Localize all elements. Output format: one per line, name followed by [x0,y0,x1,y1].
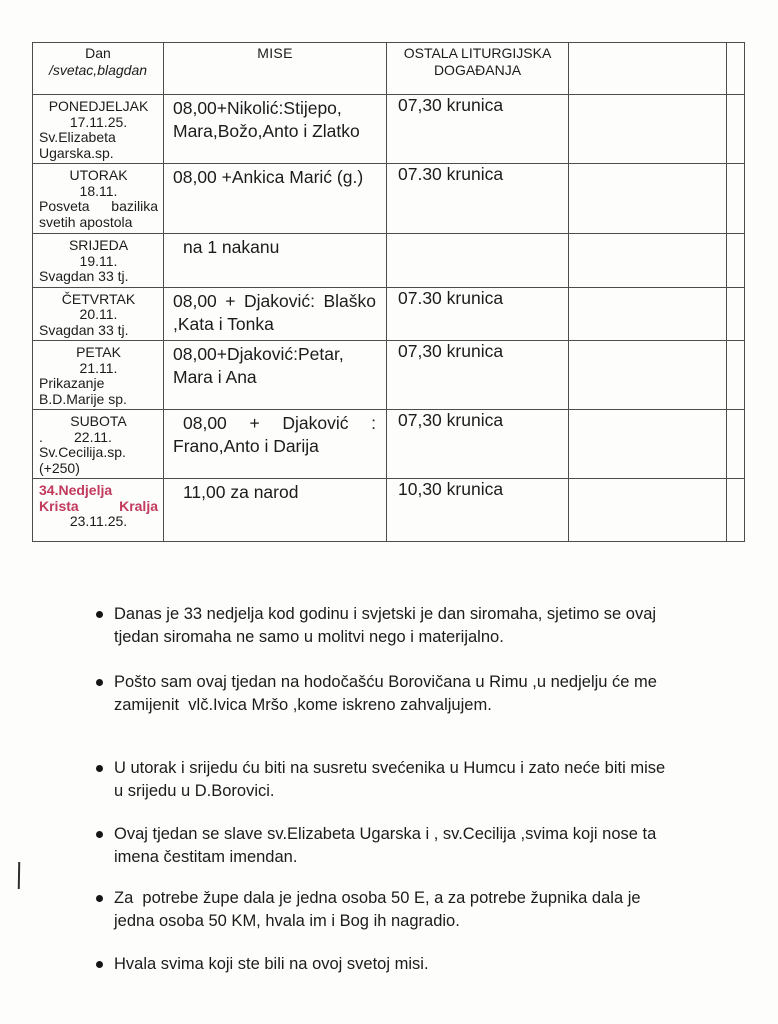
announcement-line: imena čestitam imendan. [114,848,298,866]
announcement-line: u srijedu u D.Borovici. [114,782,275,800]
empty-cell [727,234,745,288]
day-feast: Ugarska.sp. [39,144,114,161]
other-events-cell: 07,30 krunica [387,410,569,479]
announcement-line: zamijenit vlč.Ivica Mršo ,kome iskreno zahvaljujem. [114,696,492,714]
mise-cell [164,287,387,341]
day-date: . 22.11. [39,428,112,445]
mise-cell [164,234,387,288]
header-mise-column: MISE [164,43,387,95]
day-name: SRIJEDA [68,237,129,253]
day-cell [33,410,164,479]
scan-artifact-mark [18,862,20,889]
other-events-cell: 07,30 krunica [387,95,569,164]
day-name: ČETVRTAK [61,290,136,307]
header-day-line1: Dan [85,45,111,61]
day-date: 20.11. [79,306,118,322]
empty-cell [569,234,727,288]
other-events-cell: 07,30 krunica [387,341,569,410]
empty-cell [569,410,727,479]
table-row [33,287,745,341]
day-feast: Prikazanje [39,375,105,391]
empty-cell [727,164,745,234]
mise-line: na 1 nakanu [183,237,280,257]
mise-cell [164,341,387,410]
day-name: SUBOTA [70,413,127,429]
day-cell [33,341,164,410]
announcement-item [88,953,774,976]
table-row [33,341,745,410]
announcement-item [88,603,774,649]
day-name: PONEDJELJAK [48,98,149,114]
day-cell [33,164,164,234]
other-events-cell: 07.30 krunica [387,164,569,234]
announcement-item [88,757,774,803]
day-feast: Posveta bazilika [39,198,158,214]
day-date: 17.11.25. [69,113,128,130]
day-name: UTORAK [69,167,128,183]
day-cell [33,479,164,542]
day-date: 19.11. [79,252,118,269]
day-cell [33,95,164,164]
mise-line: Mara,Božo,Anto i Zlatko [173,121,360,141]
table-header-row [33,43,745,95]
empty-cell [569,479,727,542]
table-row [33,164,745,234]
day-feast: Svagdan 33 tj. [39,321,129,338]
day-feast: Svagdan 33 tj. [39,268,129,284]
day-cell [33,287,164,341]
header-day-column [33,43,164,95]
empty-cell [727,341,745,410]
announcement-item [88,671,774,717]
announcement-line: Pošto sam ovaj tjedan na hodočašću Borovičana u Rimu ,u nedjelju će me [114,673,657,691]
announcement-line: Ovaj tjedan se slave sv.Elizabeta Ugarska i , sv.Cecilija ,svima koji nose ta [114,825,657,843]
table-row [33,234,745,288]
announcement-line: Hvala svima koji ste bili na ovoj svetoj misi. [114,955,429,973]
mise-line: 08,00 + Djaković: Blaško [173,290,376,311]
day-feast: Sv.Cecilija.sp. [39,444,126,460]
mise-cell [164,95,387,164]
announcement-line: tjedan siromaha ne samo u molitvi nego i materijalno. [114,628,504,646]
announcement-line: Za potrebe župe dala je jedna osoba 50 E, a za potrebe župnika dala je [114,889,641,907]
table-row-sunday [33,479,745,542]
mise-cell [164,479,387,542]
sunday-title: 34.Nedjelja [39,482,113,498]
empty-cell [727,410,745,479]
table-row [33,95,745,164]
header-day-line2: /svetac,blagdan [48,62,148,78]
announcement-item [88,823,774,869]
mise-line: ,Kata i Tonka [173,313,274,334]
day-cell [33,234,164,288]
day-feast: B.D.Marije sp. [39,390,127,407]
empty-cell [569,341,727,410]
announcement-line: Danas je 33 nedjelja kod godinu i svjetski je dan siromaha, sjetimo se ovaj [114,605,657,623]
mise-line: 08,00 + Djaković : [183,413,376,433]
table-row [33,410,745,479]
day-date: 21.11. [79,359,118,376]
day-date: 18.11. [79,182,118,199]
mise-line: Frano,Anto i Darija [173,436,319,456]
empty-cell [727,287,745,341]
mise-line: 08,00+Nikolić:Stijepo, [173,98,342,118]
header-other-column: OSTALA LITURGIJSKA DOGAĐANJA [387,43,569,95]
announcement-item [88,887,774,933]
announcement-line: jedna osoba 50 KM, hvala im i Bog ih nagradio. [114,912,460,930]
other-events-cell: 07.30 krunica [387,287,569,341]
day-feast: Sv.Elizabeta [39,129,116,145]
other-events-cell: 10,30 krunica [387,479,569,542]
day-feast: (+250) [39,459,80,476]
mise-cell [164,164,387,234]
announcement-line: U utorak i srijedu ću biti na susretu svećenika u Humcu i zato neće biti mise [114,759,666,777]
empty-cell [727,95,745,164]
empty-cell [727,479,745,542]
other-events-cell [387,234,569,288]
empty-cell [569,164,727,234]
mise-line: 11,00 za narod [183,482,299,502]
empty-cell [569,95,727,164]
announcements-list [88,603,774,976]
mise-line: 08,00+Djaković:Petar, [173,344,344,364]
day-date: 23.11.25. [69,513,128,529]
header-empty-narrow-column [727,43,745,95]
day-feast: svetih apostola [39,213,133,230]
header-empty-column [569,43,727,95]
mise-line: 08,00 +Ankica Marić (g.) [173,167,364,187]
mise-line: Mara i Ana [173,367,257,387]
empty-cell [569,287,727,341]
sunday-title: Krista Kralja [39,497,158,514]
mise-cell [164,410,387,479]
mass-schedule-table [32,42,745,542]
day-name: PETAK [76,344,121,360]
